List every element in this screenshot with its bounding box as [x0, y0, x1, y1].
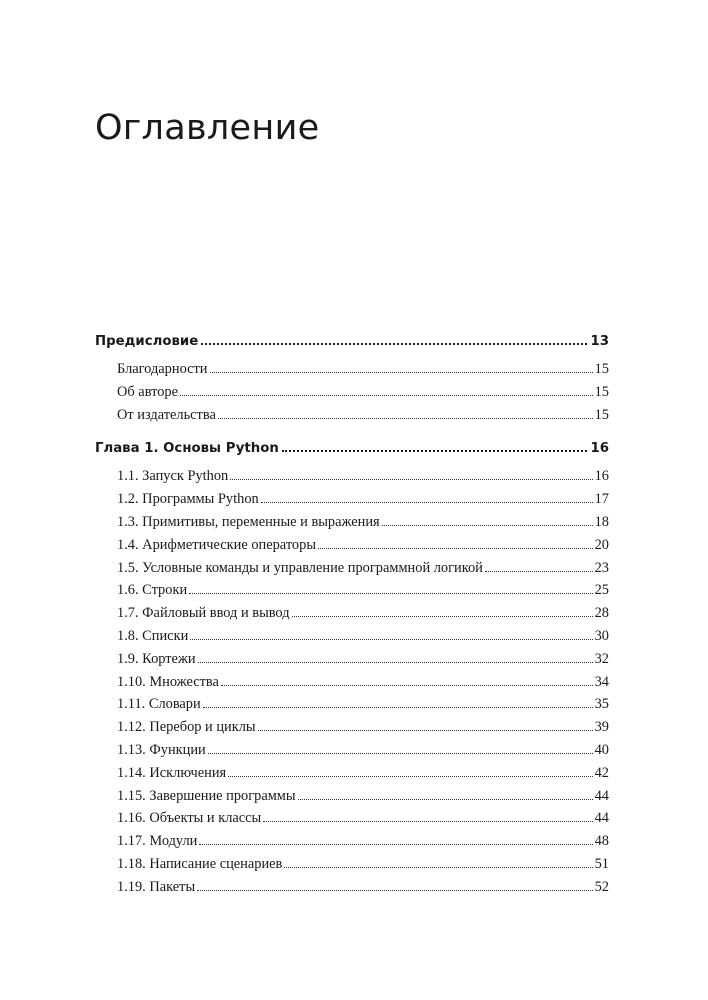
dot-leader [258, 727, 593, 731]
dot-leader [485, 568, 593, 572]
entry-title: 1.11. Словари [117, 696, 201, 713]
table-of-contents [95, 334, 609, 902]
toc-entry[interactable] [95, 696, 609, 719]
toc-entry[interactable] [95, 491, 609, 514]
dot-leader [180, 392, 593, 396]
entry-page-number: 48 [594, 833, 609, 850]
dot-leader [210, 369, 593, 373]
entry-page-number: 51 [594, 855, 609, 872]
entry-title: 1.3. Примитивы, переменные и выражения [117, 513, 380, 530]
entry-title: 1.15. Завершение программы [117, 787, 296, 804]
entry-page-number: 32 [594, 650, 609, 667]
toc-entry[interactable] [95, 651, 609, 674]
entry-page-number: 52 [594, 878, 609, 895]
dot-leader [318, 545, 593, 549]
toc-section-heading[interactable] [95, 334, 609, 361]
entry-page-number: 16 [594, 468, 609, 485]
toc-entry[interactable] [95, 628, 609, 651]
dot-leader [203, 704, 593, 708]
toc-entry[interactable] [95, 468, 609, 491]
entry-title: 1.18. Написание сценариев [117, 855, 283, 872]
dot-leader [284, 864, 592, 868]
entry-page-number: 28 [594, 605, 609, 622]
dot-leader [190, 636, 592, 640]
entry-title: Благодарности [117, 361, 208, 377]
section-title: Предисловие [95, 334, 199, 349]
entry-page-number: 15 [594, 406, 609, 423]
entry-page-number: 18 [594, 513, 609, 530]
entry-title: 1.7. Файловый ввод и вывод [117, 605, 290, 622]
entry-title: Об авторе [117, 383, 179, 400]
entry-title: 1.6. Строки [117, 582, 188, 599]
entry-title: 1.19. Пакеты [117, 878, 196, 895]
entry-title: 1.12. Перебор и циклы [117, 719, 256, 736]
entry-page-number: 34 [594, 673, 609, 690]
dot-leader [263, 818, 592, 822]
toc-entry[interactable] [95, 605, 609, 628]
section-page-number: 13 [590, 334, 609, 349]
entry-page-number: 23 [594, 559, 609, 576]
toc-entry[interactable] [95, 407, 609, 430]
toc-entry[interactable] [95, 537, 609, 560]
dot-leader [218, 415, 593, 419]
dot-leader [292, 613, 593, 617]
dot-leader [201, 340, 587, 345]
dot-leader [198, 659, 593, 663]
toc-entry[interactable] [95, 719, 609, 742]
toc-section-chapter-1 [95, 441, 609, 901]
entry-title: 1.14. Исключения [117, 764, 227, 781]
entry-page-number: 15 [594, 361, 609, 377]
entry-title: 1.9. Кортежи [117, 650, 196, 667]
entry-page-number: 40 [594, 741, 609, 758]
entry-page-number: 20 [594, 536, 609, 553]
toc-entry[interactable] [95, 833, 609, 856]
entry-page-number: 39 [594, 719, 609, 736]
dot-leader [282, 447, 588, 452]
entry-title: 1.1. Запуск Python [117, 468, 229, 485]
toc-entry[interactable] [95, 674, 609, 697]
page-title: Оглавление [95, 108, 320, 148]
entry-page-number: 15 [594, 383, 609, 400]
dot-leader [382, 522, 593, 526]
entry-title: 1.10. Множества [117, 673, 219, 690]
entry-page-number: 30 [594, 627, 609, 644]
dot-leader [197, 887, 592, 891]
dot-leader [228, 773, 592, 777]
toc-entry[interactable] [95, 879, 609, 902]
entry-page-number: 44 [594, 810, 609, 827]
entry-title: 1.2. Программы Python [117, 491, 259, 508]
dot-leader [261, 499, 593, 503]
toc-entry[interactable] [95, 361, 609, 384]
toc-section-heading[interactable] [95, 441, 609, 468]
entry-page-number: 35 [594, 696, 609, 713]
dot-leader [221, 682, 593, 686]
dot-leader [230, 476, 592, 480]
entry-page-number: 17 [594, 491, 609, 508]
section-page-number: 16 [590, 441, 609, 457]
toc-entry[interactable] [95, 742, 609, 765]
dot-leader [208, 750, 593, 754]
toc-entry[interactable] [95, 514, 609, 537]
toc-entry[interactable] [95, 582, 609, 605]
entry-title: 1.4. Арифметические операторы [117, 536, 316, 553]
entry-title: 1.17. Модули [117, 833, 198, 850]
toc-section-preface [95, 334, 609, 429]
toc-entry[interactable] [95, 788, 609, 811]
toc-entry[interactable] [95, 810, 609, 833]
dot-leader [189, 590, 592, 594]
entry-title: 1.13. Функции [117, 741, 206, 758]
dot-leader [199, 841, 592, 845]
entry-page-number: 44 [594, 787, 609, 804]
dot-leader [298, 796, 593, 800]
toc-entry[interactable] [95, 384, 609, 407]
entry-page-number: 25 [594, 582, 609, 599]
toc-entry[interactable] [95, 765, 609, 788]
entry-title: 1.5. Условные команды и управление программной логикой [117, 559, 483, 576]
entry-title: 1.16. Объекты и классы [117, 810, 262, 827]
entry-title: От издательства [117, 406, 216, 423]
entry-page-number: 42 [594, 764, 609, 781]
toc-entry[interactable] [95, 560, 609, 583]
entry-title: 1.8. Списки [117, 627, 189, 644]
toc-entry[interactable] [95, 856, 609, 879]
section-title: Глава 1. Основы Python [95, 441, 279, 457]
